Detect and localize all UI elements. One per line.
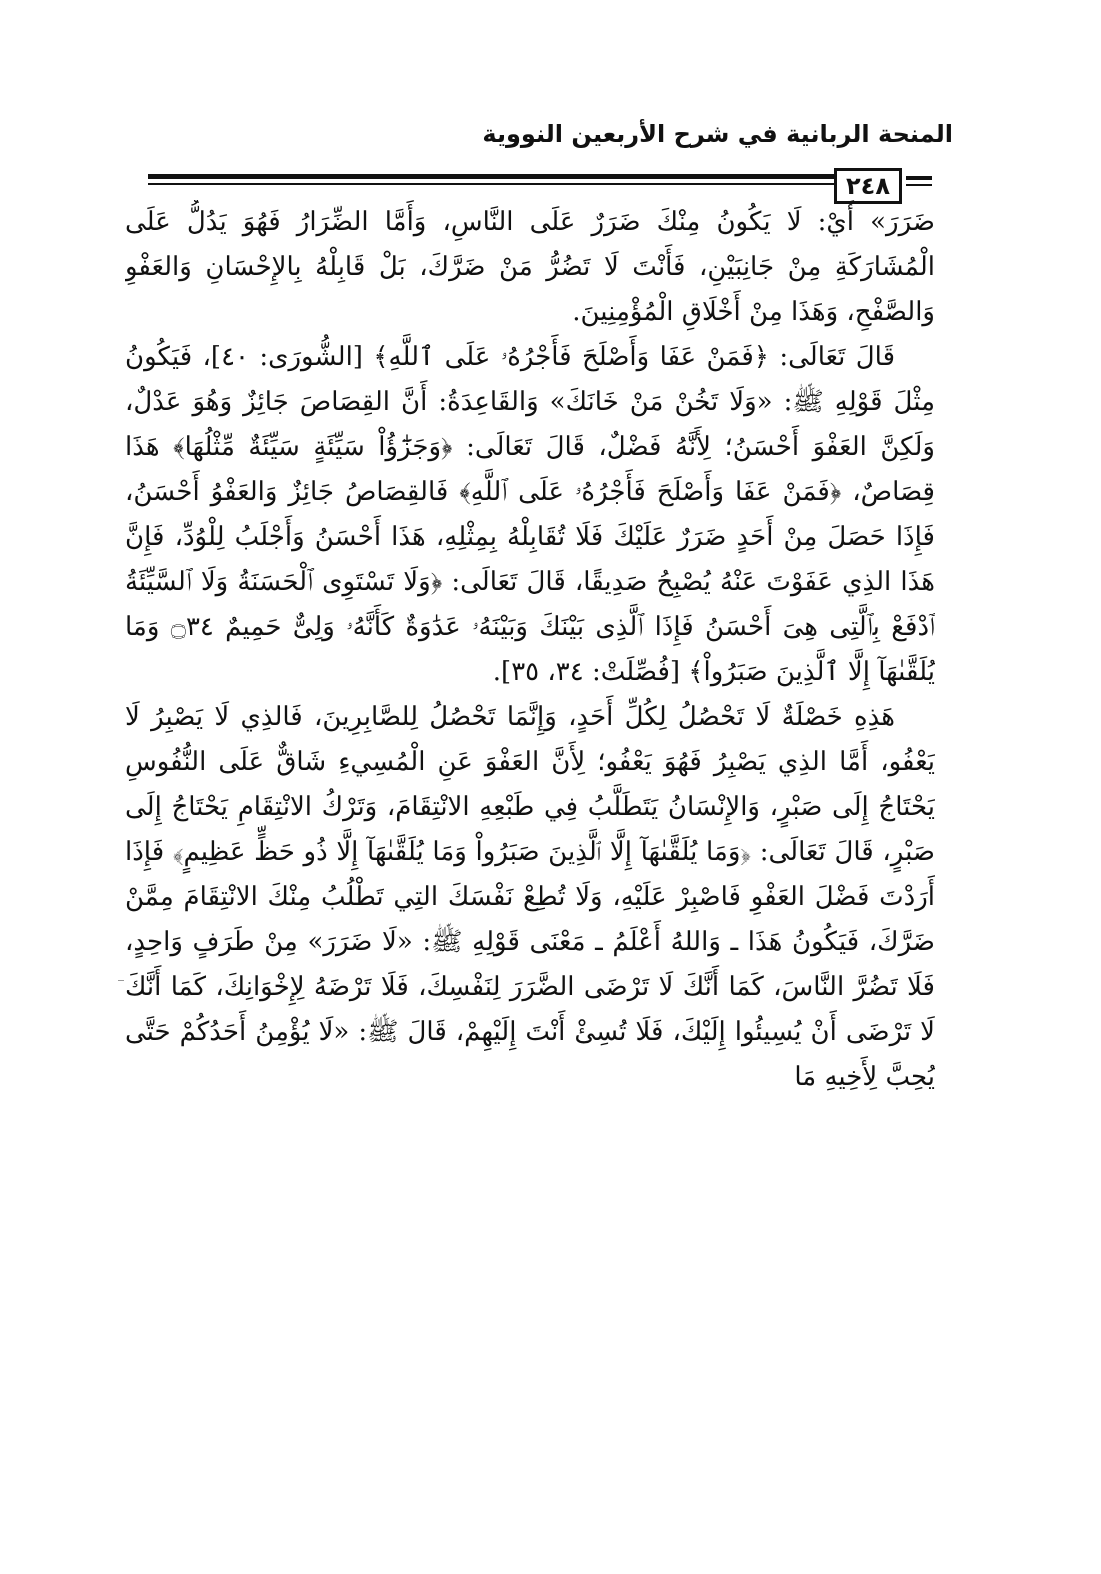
margin-mark [118,980,124,981]
header-rule-thin [148,183,834,185]
page-number: ٢٤٨ [834,168,902,204]
header-rule-thick [148,174,834,179]
paragraph: قَالَ تَعَالَى: ﴿فَمَنْ عَفَا وَأَصْلَحَ فَأَجْرُهُۥ عَلَى ٱللَّهِ﴾ [الشُّورَى: ٤٠]، فَيَكُونُ مِثْلَ قَوْلِهِ ﷺ: «وَلَا تَخُنْ مَنْ خَانَكَ» وَالقَاعِدَةُ: أَنَّ القِصَاصَ جَائِزٌ وَهُوَ عَدْلٌ، وَلَكِنَّ العَفْوَ أَحْسَنُ؛ لِأَنَّهُ فَضْلٌ، قَالَ تَعَالَى: ﴿وَجَزَٰٓؤُاْ سَيِّئَةٍ سَيِّئَةٌ مِّثْلُهَا﴾ هَذَا قِصَاصٌ، ﴿فَمَنْ عَفَا وَأَصْلَحَ فَأَجْرُهُۥ عَلَى ٱللَّهِ﴾ فَالقِصَاصُ جَائِزٌ وَالعَفْوُ أَحْسَنُ، فَإِذَا حَصَلَ مِنْ أَحَدٍ ضَرَرٌ عَلَيْكَ فَلَا تُقَابِلْهُ بِمِثْلِهِ، هَذَا أَحْسَنُ وَأَجْلَبُ لِلْوُدِّ، فَإِنَّ هَذَا الذِي عَفَوْتَ عَنْهُ يُصْبِحُ صَدِيقًا، قَالَ تَعَالَى: ﴿وَلَا تَسْتَوِى ٱلْحَسَنَةُ وَلَا ٱلسَّيِّئَةُ ٱدْفَعْ بِٱلَّتِى هِىَ أَحْسَنُ فَإِذَا ٱلَّذِى بَيْنَكَ وَبَيْنَهُۥ عَدَٰوَةٌ كَأَنَّهُۥ وَلِىٌّ حَمِيمٌ ۝٣٤ وَمَا يُلَقَّىٰهَآ إِلَّا ٱلَّذِينَ صَبَرُواْ﴾ [فُصِّلَتْ: ٣٤، ٣٥]. [125,342,935,687]
page-body-text [125,200,935,1430]
paragraph: ضَرَرَ» أَيْ: لَا يَكُونُ مِنْكَ ضَرَرٌ عَلَى النَّاسِ، وَأَمَّا الضِّرَارُ فَهُوَ يَدُلُّ عَلَى الْمُشَارَكَةِ مِنْ جَانِبَيْنِ، فَأَنْتَ لَا تَضُرُّ مَنْ ضَرَّكَ، بَلْ قَابِلْهُ بِالإِحْسَانِ وَالعَفْوِ وَالصَّفْحِ، وَهَذَا مِنْ أَخْلَاقِ الْمُؤْمِنِينَ. [125,207,935,327]
header-rule-right [906,176,932,180]
running-head-title: المنحة الربانية في شرح الأربعين النووية [482,120,953,148]
header-rule-right-thin [906,184,932,186]
paragraph: هَذِهِ خَصْلَةٌ لَا تَحْصُلُ لِكُلِّ أَحَدٍ، وَإِنَّمَا تَحْصُلُ لِلصَّابِرِينَ، فَالذِي لَا يَصْبِرُ لَا يَعْفُو، أَمَّا الذِي يَصْبِرُ فَهُوَ يَعْفُو؛ لِأَنَّ العَفْوَ عَنِ الْمُسِيءِ شَاقٌّ عَلَى النُّفُوسِ يَحْتَاجُ إِلَى صَبْرٍ، وَالإِنْسَانُ يَتَطَلَّبُ فِي طَبْعِهِ الانْتِقَامَ، وَتَرْكُ الانْتِقَامِ يَحْتَاجُ إِلَى صَبْرٍ، قَالَ تَعَالَى: ﴿وَمَا يُلَقَّىٰهَآ إِلَّا ٱلَّذِينَ صَبَرُواْ وَمَا يُلَقَّىٰهَآ إِلَّا ذُو حَظٍّ عَظِيمٍ﴾ فَإِذَا أَرَدْتَ فَضْلَ العَفْوِ فَاصْبِرْ عَلَيْهِ، وَلَا تُطِعْ نَفْسَكَ التِي تَطْلُبُ مِنْكَ الانْتِقَامَ مِمَّنْ ضَرَّكَ، فَيَكُونُ هَذَا ـ وَاللهُ أَعْلَمُ ـ مَعْنَى قَوْلِهِ ﷺ: «لَا ضَرَرَ» مِنْ طَرَفٍ وَاحِدٍ، فَلَا تَضُرَّ النَّاسَ، كَمَا أَنَّكَ لَا تَرْضَى الضَّرَرَ لِنَفْسِكَ، فَلَا تَرْضَهُ لِإِخْوَانِكَ، كَمَا أَنَّكَ لَا تَرْضَى أَنْ يُسِيئُوا إِلَيْكَ، فَلَا تُسِئْ أَنْتَ إِلَيْهِمْ، قَالَ ﷺ: «لَا يُؤْمِنُ أَحَدُكُمْ حَتَّى يُحِبَّ لِأَخِيهِ مَا [125,702,935,1092]
